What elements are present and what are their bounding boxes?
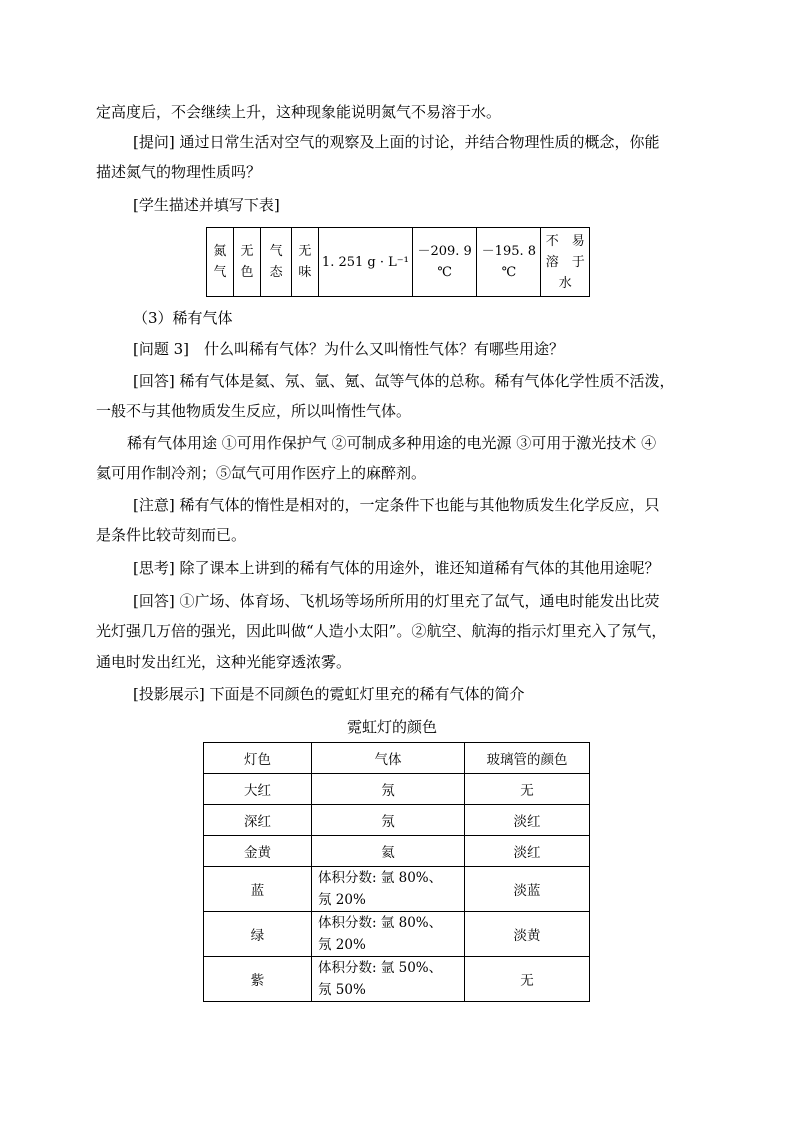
table-cell: 无 味 bbox=[291, 228, 318, 297]
paragraph-line: [投影展示] 下面是不同颜色的霓虹灯里充的稀有气体的简介 bbox=[133, 685, 525, 703]
neon-light-table bbox=[203, 742, 590, 1002]
table-row bbox=[204, 836, 590, 867]
paragraph-line: [注意] 稀有气体的惰性是相对的，一定条件下也能与其他物质发生化学反应，只 bbox=[133, 496, 660, 514]
table-cell: 绿 bbox=[204, 912, 312, 957]
table-caption: 霓虹灯的颜色 bbox=[347, 718, 438, 736]
table-cell: 淡黄 bbox=[465, 912, 590, 957]
table-cell: 淡红 bbox=[465, 805, 590, 836]
paragraph-line: 一般不与其他物质发生反应，所以叫惰性气体。 bbox=[96, 402, 412, 420]
table-cell: 大红 bbox=[204, 774, 312, 805]
table-cell: 淡红 bbox=[465, 836, 590, 867]
paragraph-line: [提问] 通过日常生活对空气的观察及上面的讨论，并结合物理性质的概念，你能 bbox=[133, 133, 660, 151]
paragraph-line: [问题 3] 什么叫稀有气体？为什么又叫惰性气体？有哪些用途？ bbox=[133, 340, 565, 358]
table-row bbox=[204, 957, 590, 1002]
table-cell: 氖 bbox=[312, 774, 465, 805]
table-header: 气体 bbox=[312, 743, 465, 774]
table-cell: 气 态 bbox=[261, 228, 292, 297]
table-row bbox=[204, 867, 590, 912]
paragraph-line: 氦可用作制冷剂；⑤氙气可用作医疗上的麻醉剂。 bbox=[96, 464, 427, 482]
table-cell: 氦 bbox=[312, 836, 465, 867]
table-row bbox=[204, 805, 590, 836]
table-cell: －209. 9 ℃ bbox=[413, 228, 477, 297]
table-cell: 氮 气 bbox=[207, 228, 234, 297]
table-cell: 体积分数: 氩 80%、 氖 20% bbox=[312, 912, 465, 957]
table-cell: 体积分数: 氩 50%、 氖 50% bbox=[312, 957, 465, 1002]
paragraph-line: [回答] ①广场、体育场、飞机场等场所所用的灯里充了氙气，通电时能发出比荧 bbox=[133, 592, 660, 610]
table-cell: 无 bbox=[465, 774, 590, 805]
table-cell: 体积分数: 氩 80%、 氖 20% bbox=[312, 867, 465, 912]
table-cell: 无 bbox=[465, 957, 590, 1002]
table-cell: 淡蓝 bbox=[465, 867, 590, 912]
paragraph-line: 定高度后，不会继续上升，这种现象能说明氮气不易溶于水。 bbox=[96, 103, 502, 121]
nitrogen-properties-table bbox=[206, 227, 590, 297]
paragraph-line: 描述氮气的物理性质吗？ bbox=[96, 163, 262, 181]
paragraph-line: 光灯强几万倍的强光，因此叫做“人造小太阳”。②航空、航海的指示灯里充入了氖气， bbox=[96, 622, 667, 640]
paragraph-line: [学生描述并填写下表] bbox=[133, 196, 280, 214]
paragraph-line: 通电时发出红光，这种光能穿透浓雾。 bbox=[96, 653, 352, 671]
table-header: 玻璃管的颜色 bbox=[465, 743, 590, 774]
table-row bbox=[204, 774, 590, 805]
table-cell: 氖 bbox=[312, 805, 465, 836]
paragraph-line: [思考] 除了课本上讲到的稀有气体的用途外，谁还知道稀有气体的其他用途呢？ bbox=[133, 559, 660, 577]
density-cell: 1. 251 g · L⁻¹ bbox=[318, 228, 412, 297]
table-cell: 金黄 bbox=[204, 836, 312, 867]
table-row bbox=[204, 912, 590, 957]
table-cell: 无 色 bbox=[233, 228, 261, 297]
paragraph-line: 稀有气体用途 ①可用作保护气 ②可制成多种用途的电光源 ③可用于激光技术 ④ bbox=[127, 434, 657, 452]
table-cell: 不 易 溶 于 水 bbox=[541, 228, 590, 297]
paragraph-line: （3）稀有气体 bbox=[133, 309, 233, 327]
table-cell: 紫 bbox=[204, 957, 312, 1002]
paragraph-line: [回答] 稀有气体是氦、氖、氩、氪、氙等气体的总称。稀有气体化学性质不活泼， bbox=[133, 372, 675, 390]
table-cell: 深红 bbox=[204, 805, 312, 836]
paragraph-line: 是条件比较苛刻而已。 bbox=[96, 526, 247, 544]
table-header: 灯色 bbox=[204, 743, 312, 774]
table-cell: －195. 8 ℃ bbox=[477, 228, 541, 297]
table-cell: 蓝 bbox=[204, 867, 312, 912]
